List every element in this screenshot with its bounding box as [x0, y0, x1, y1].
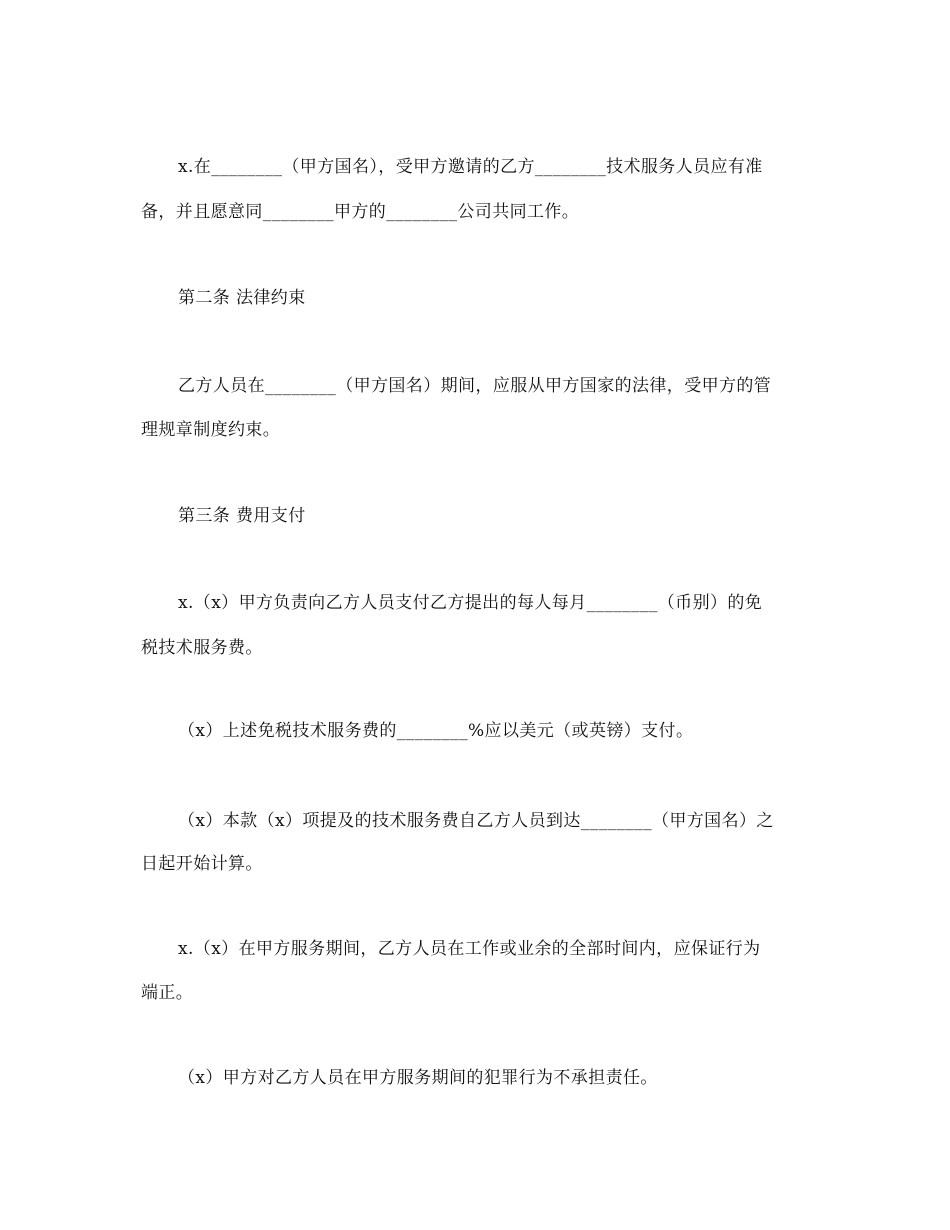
paragraph-1-line-1: x.在________（甲方国名），受甲方邀请的乙方________技术服务人员应有准: [178, 157, 763, 177]
paragraph-8-line-1: x.（x）在甲方服务期间，乙方人员在工作或业余的全部时间内，应保证行为: [178, 939, 761, 959]
paragraph-3-line-1: 乙方人员在________（甲方国名）期间，应服从甲方国家的法律，受甲方的管: [178, 376, 772, 396]
paragraph-6-line-1: （x）上述免税技术服务费的________%应以美元（或英镑）支付。: [178, 721, 694, 741]
paragraph-7-line-2: 日起开始计算。: [141, 854, 263, 874]
section-heading-3: 第三条 费用支付: [178, 506, 306, 526]
paragraph-9-line-1: （x）甲方对乙方人员在甲方服务期间的犯罪行为不承担责任。: [178, 1068, 658, 1088]
paragraph-5-line-2: 税技术服务费。: [141, 638, 263, 658]
paragraph-7-line-1: （x）本款（x）项提及的技术服务费自乙方人员到达________（甲方国名）之: [178, 811, 774, 831]
paragraph-5-line-1: x.（x）甲方负责向乙方人员支付乙方提出的每人每月________（币别）的免: [178, 593, 763, 613]
paragraph-1-line-2: 备，并且愿意同________甲方的________公司共同工作。: [141, 202, 580, 222]
section-heading-2: 第二条 法律约束: [178, 288, 306, 308]
paragraph-3-line-2: 理规章制度约束。: [141, 420, 281, 440]
paragraph-8-line-2: 端正。: [141, 983, 194, 1003]
